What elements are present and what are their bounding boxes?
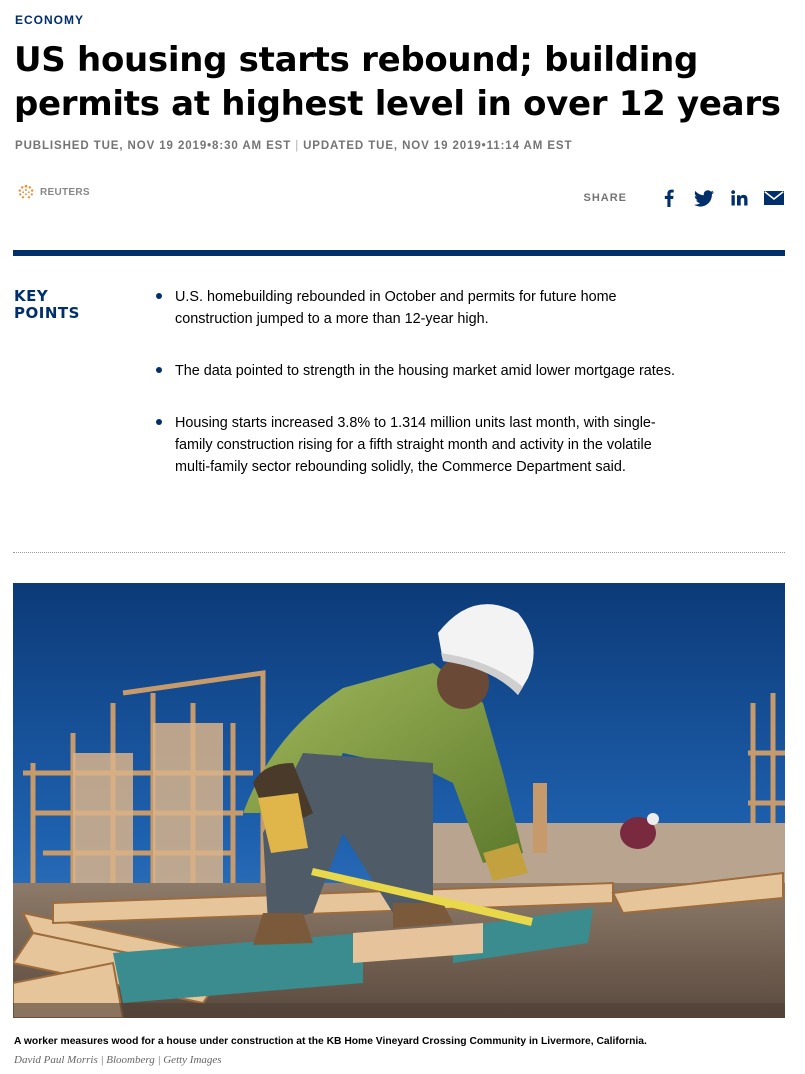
twitter-icon (694, 190, 714, 207)
source-name: REUTERS (40, 186, 90, 198)
photo-caption: A worker measures wood for a house under construction at the KB Home Vineyard Crossing Community in Livermore, California. (14, 1036, 647, 1047)
key-point-item (155, 412, 690, 478)
section-label[interactable]: ECONOMY (15, 13, 85, 27)
key-point-item (155, 286, 690, 330)
bullet-icon (156, 419, 162, 425)
bullet-icon (156, 367, 162, 373)
updated-time: UPDATED TUE, NOV 19 2019•11:14 AM EST (303, 140, 573, 152)
header-divider (13, 250, 785, 256)
timestamps (15, 140, 572, 152)
timestamp-separator: | (295, 140, 300, 152)
source-attribution[interactable] (17, 184, 90, 200)
key-point-text: U.S. homebuilding rebounded in October and permits for future home construction jumped to a more than 12-year high. (175, 289, 617, 327)
share-email-button[interactable] (763, 187, 785, 209)
key-point-text: Housing starts increased 3.8% to 1.314 million units last month, with single-family construction rising for a fifth straight month and activity in the volatile multi-family sector rebounding solidly, the Commerce Department said. (175, 415, 656, 475)
facebook-icon (664, 189, 674, 207)
key-point-item (155, 360, 690, 382)
linkedin-icon (731, 190, 748, 206)
key-points-heading-line1: KEY (14, 287, 49, 305)
headline: US housing starts rebound; building permits at highest level in over 12 years (14, 40, 781, 124)
key-point-text: The data pointed to strength in the housing market amid lower mortgage rates. (175, 363, 675, 379)
photo-credit: David Paul Morris | Bloomberg | Getty Images (14, 1054, 222, 1066)
article-photo (13, 583, 785, 1018)
key-points-divider (13, 552, 785, 553)
email-icon (764, 191, 784, 205)
bullet-icon (156, 293, 162, 299)
share-linkedin-button[interactable] (728, 187, 750, 209)
share-facebook-button[interactable] (658, 187, 680, 209)
share-twitter-button[interactable] (693, 187, 715, 209)
key-points-heading-line2: POINTS (14, 304, 80, 322)
published-time: PUBLISHED TUE, NOV 19 2019•8:30 AM EST (15, 140, 292, 152)
key-points-heading (14, 288, 104, 322)
share-bar (583, 187, 785, 209)
key-points-list (155, 286, 690, 508)
share-label: SHARE (583, 192, 627, 204)
reuters-logo-icon (17, 184, 35, 200)
